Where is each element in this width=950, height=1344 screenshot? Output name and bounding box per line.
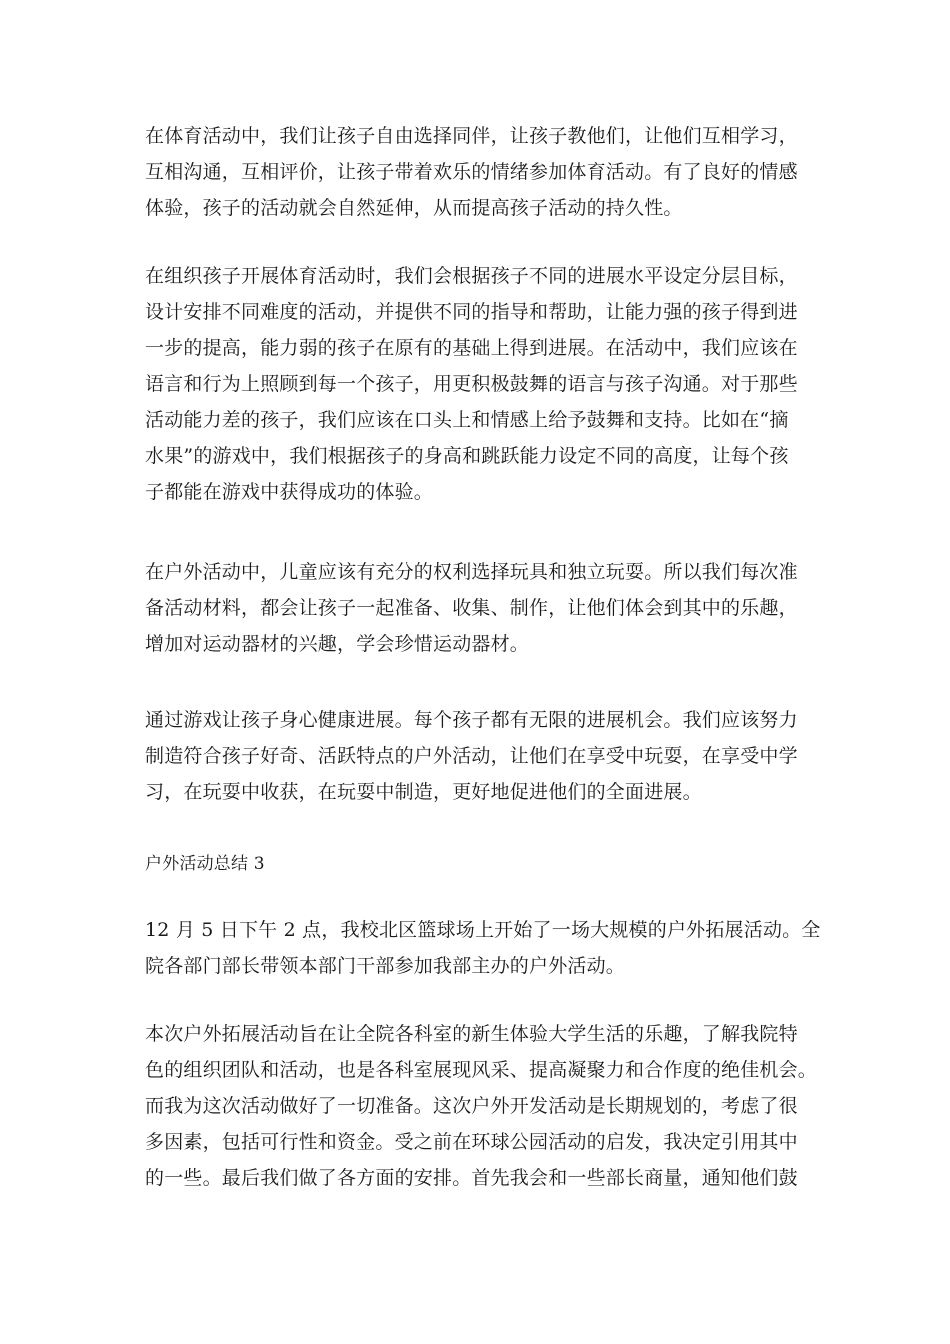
section-title: 户外活动总结 3 (145, 854, 265, 874)
paragraph-2 (145, 258, 815, 510)
paragraph-1 (145, 118, 815, 226)
paragraph-line: 体验，孩子的活动就会自然延伸，从而提高孩子活动的持久性。 (145, 197, 683, 219)
paragraph-line: 在户外活动中，儿童应该有充分的权利选择玩具和独立玩耍。所以我们每次准 (145, 561, 798, 583)
paragraph-line: 备活动材料，都会让孩子一起准备、收集、制作，让他们体会到其中的乐趣， (145, 597, 798, 619)
paragraph-line: 子都能在游戏中获得成功的体验。 (145, 481, 434, 503)
paragraph-line: 12 月 5 日下午 2 点，我校北区篮球场上开始了一场大规模的户外拓展活动。全 (145, 919, 821, 941)
paragraph-6 (145, 1016, 818, 1196)
paragraph-line: 一步的提高，能力弱的孩子在原有的基础上得到进展。在活动中，我们应该在 (145, 337, 798, 359)
paragraph-line: 设计安排不同难度的活动，并提供不同的指导和帮助，让能力强的孩子得到进 (145, 301, 798, 323)
paragraph-line: 在组织孩子开展体育活动时，我们会根据孩子不同的进展水平设定分层目标， (145, 265, 798, 287)
paragraph-line: 活动能力差的孩子，我们应该在口头上和情感上给予鼓舞和支持。比如在“摘 (145, 409, 789, 431)
paragraph-line: 互相沟通，互相评价，让孩子带着欢乐的情绪参加体育活动。有了良好的情感 (145, 161, 798, 183)
paragraph-line: 在体育活动中，我们让孩子自由选择同伴，让孩子教他们，让他们互相学习， (145, 125, 798, 147)
paragraph-line: 语言和行为上照顾到每一个孩子，用更积极鼓舞的语言与孩子沟通。对于那些 (145, 373, 798, 395)
paragraph-3 (145, 554, 815, 662)
paragraph-line: 的一些。最后我们做了各方面的安排。首先我会和一些部长商量，通知他们鼓 (145, 1167, 798, 1189)
paragraph-line: 通过游戏让孩子身心健康进展。每个孩子都有无限的进展机会。我们应该努力 (145, 709, 798, 731)
paragraph-line: 多因素，包括可行性和资金。受之前在环球公园活动的启发，我决定引用其中 (145, 1131, 798, 1153)
paragraph-5 (145, 912, 821, 984)
paragraph-line: 习，在玩耍中收获，在玩耍中制造，更好地促进他们的全面进展。 (145, 781, 702, 803)
paragraph-line: 制造符合孩子好奇、活跃特点的户外活动，让他们在享受中玩耍，在享受中学 (145, 745, 798, 767)
paragraph-line: 增加对运动器材的兴趣，学会珍惜运动器材。 (145, 633, 530, 655)
paragraph-line: 院各部门部长带领本部门干部参加我部主办的户外活动。 (145, 955, 626, 977)
section-heading (145, 846, 815, 882)
paragraph-4 (145, 702, 815, 810)
paragraph-line: 水果”的游戏中，我们根据孩子的身高和跳跃能力设定不同的高度，让每个孩 (145, 445, 789, 467)
paragraph-line: 本次户外拓展活动旨在让全院各科室的新生体验大学生活的乐趣，了解我院特 (145, 1023, 798, 1045)
paragraph-line: 而我为这次活动做好了一切准备。这次户外开发活动是长期规划的，考虑了很 (145, 1095, 798, 1117)
paragraph-line: 色的组织团队和活动，也是各科室展现风采、提高凝聚力和合作度的绝佳机会。 (145, 1059, 818, 1081)
